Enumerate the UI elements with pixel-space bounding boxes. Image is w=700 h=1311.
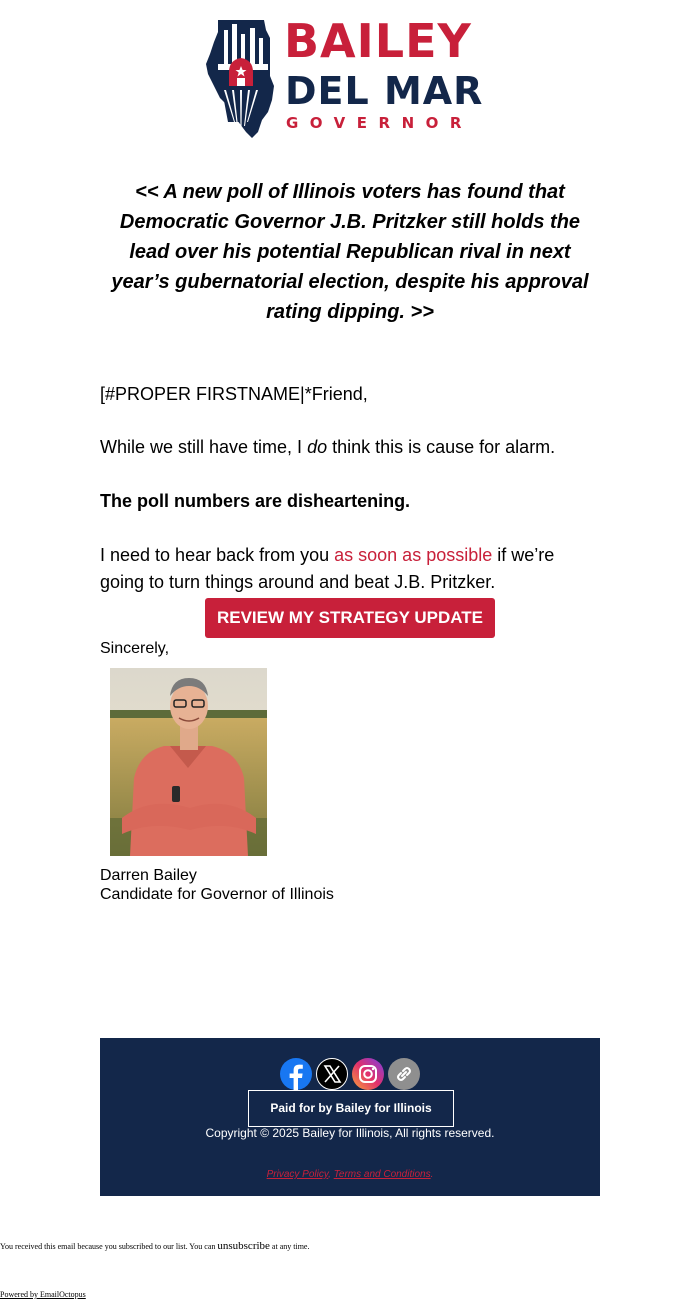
legal-end: . [430,1169,434,1180]
paragraph-alarm [100,434,600,461]
sign-off: Sincerely, [100,640,170,657]
campaign-logo [204,16,500,140]
review-strategy-button[interactable]: REVIEW MY STRATEGY UPDATE [205,598,495,638]
paragraph-alarm-end: think this is cause for alarm. [327,437,556,457]
link-icon[interactable] [388,1058,420,1090]
unsubscribe-text-start: You received this email because you subscribed to our list. You can [0,1242,218,1251]
illinois-state-icon [204,16,282,140]
unsubscribe-notice [0,1240,309,1253]
unsubscribe-link[interactable]: unsubscribe [217,1240,270,1252]
paragraph-disheartening: The poll numbers are disheartening. [100,491,411,511]
logo-line3: GOVERNOR [286,114,473,132]
legal-links [100,1169,600,1181]
copyright: Copyright © 2025 Bailey for Illinois, All rights reserved. [205,1126,495,1140]
instagram-icon[interactable] [352,1058,384,1090]
paragraph-alarm-start: While we still have time, I [100,437,308,457]
paid-for-disclaimer: Paid for by Bailey for Illinois [248,1090,454,1127]
legal-separator: , [328,1169,334,1180]
candidate-photo [110,668,267,856]
paragraph-hear-back-end: if we’re going to turn things around and beat J.B. Pritzker. [100,545,555,592]
unsubscribe-text-end: at any time. [269,1242,310,1251]
paragraph-hear-back [100,542,600,596]
asap-link[interactable]: as soon as possible [334,545,493,565]
powered-by [0,1290,86,1300]
footer [100,1038,600,1196]
logo-line1: BAILEY [284,14,472,68]
powered-by-link[interactable]: Powered by EmailOctopus [0,1290,86,1299]
paragraph-hear-back-start: I need to hear back from you [100,545,335,565]
signature-title: Candidate for Governor of Illinois [100,886,334,903]
logo-line2: DEL MAR [285,69,484,113]
signature-name: Darren Bailey [100,867,197,884]
privacy-policy-link[interactable]: Privacy Policy [266,1169,329,1180]
terms-link[interactable]: Terms and Conditions [333,1169,431,1180]
poll-headline: << A new poll of Illinois voters has found that Democratic Governor J.B. Pritzker still holds the lead over his potential Republican rival in next year’s gubernatorial election, despite his approval rating dipping. >> [111,181,589,323]
x-icon[interactable] [316,1058,348,1090]
greeting: [#PROPER FIRSTNAME|*Friend, [100,384,368,404]
paragraph-alarm-emphasis: do [307,437,328,457]
facebook-icon[interactable] [280,1058,312,1090]
